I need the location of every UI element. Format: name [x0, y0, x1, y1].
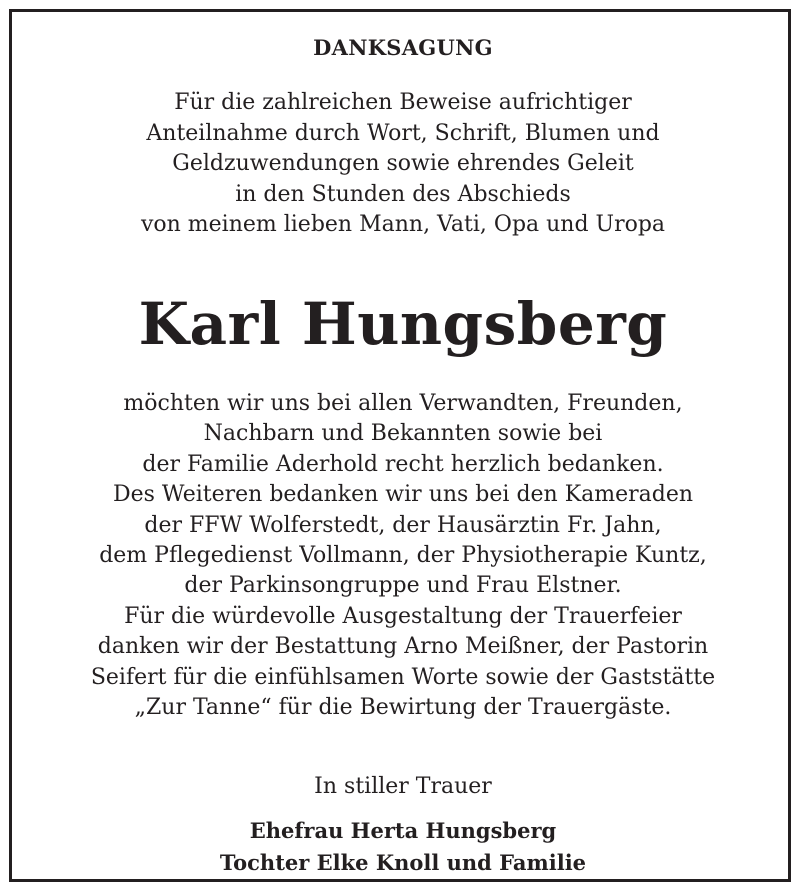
thanks-line: Des Weiteren bedanken wir uns bei den Kameraden [112, 482, 694, 508]
signers-block [12, 815, 794, 878]
thanks-line: danken wir der Bestattung Arno Meißner, der Pastorin [97, 634, 709, 660]
intro-line: Geldzuwendungen sowie ehrendes Geleit [172, 151, 634, 176]
deceased-name: Karl Hungsberg [138, 290, 668, 358]
thanks-line: Seifert für die einfühlsamen Worte sowie der Gaststätte [90, 664, 716, 690]
closing-phrase: In stiller Trauer [314, 774, 492, 799]
intro-line: Für die zahlreichen Beweise aufrichtiger [174, 90, 632, 115]
thanks-line: „Zur Tanne“ für die Bewirtung der Trauergäste. [134, 695, 672, 721]
thanks-line: der Familie Aderhold recht herzlich bedanken. [142, 451, 664, 477]
thanks-line: der Parkinsongruppe und Frau Elstner. [184, 573, 622, 599]
thanks-paragraph [12, 389, 794, 723]
notice-heading: DANKSAGUNG [313, 35, 493, 60]
notice-frame [9, 9, 791, 882]
thanks-line: möchten wir uns bei allen Verwandten, Freunden, [123, 391, 683, 416]
thanks-line: Für die würdevolle Ausgestaltung der Trauerfeier [124, 603, 682, 629]
thanks-line: der FFW Wolferstedt, der Hausärztin Fr. Jahn, [144, 512, 662, 538]
signer-line: Ehefrau Herta Hungsberg [249, 818, 557, 843]
thanks-line: Nachbarn und Bekannten sowie bei [203, 421, 603, 447]
intro-line: von meinem lieben Mann, Vati, Opa und Uropa [140, 212, 666, 237]
signer-line: Tochter Elke Knoll und Familie [219, 849, 587, 875]
intro-line: Anteilnahme durch Wort, Schrift, Blumen und [146, 120, 660, 146]
intro-line: in den Stunden des Abschieds [235, 181, 571, 207]
intro-paragraph [12, 88, 794, 241]
thanks-line: dem Pflegedienst Vollmann, der Physiotherapie Kuntz, [99, 543, 707, 569]
